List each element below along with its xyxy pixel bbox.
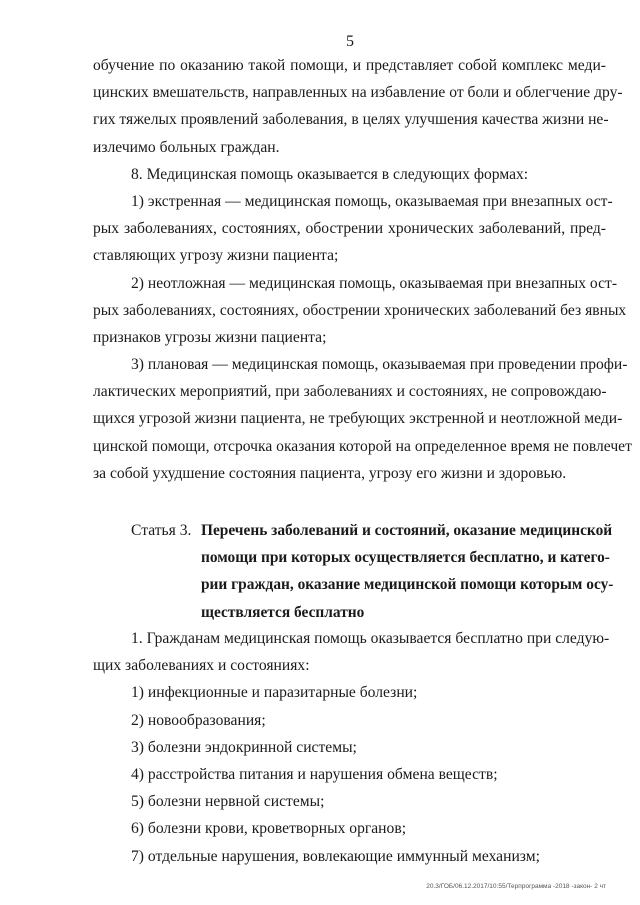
text-line: лактических мероприятий, при заболеваниях и состояниях, не сопровождаю- bbox=[93, 383, 607, 401]
list-item: 5) болезни нервной системы; bbox=[131, 793, 325, 811]
paragraph-8-3 bbox=[93, 351, 632, 487]
paragraph-8-2 bbox=[93, 270, 627, 352]
text-line: обучение по оказанию такой помощи, и представляет собой комплекс меди- bbox=[93, 57, 606, 74]
document-body bbox=[93, 52, 632, 870]
paragraph-8 bbox=[93, 161, 606, 188]
article-label: Статья 3. bbox=[131, 522, 192, 539]
footer-reference: 20.3/ГОБ/06.12.2017/10:55/Терпрограмма -2018 -закон- 2 чт bbox=[426, 883, 606, 890]
title-line: помощи при которых осуществляется бесплатно, и катего- bbox=[201, 549, 610, 567]
list-item: 6) болезни крови, кроветворных органов; bbox=[131, 820, 407, 838]
text-line: рых заболеваниях, состояниях, обострении хронических заболеваний без явных bbox=[93, 301, 627, 319]
paragraph-intro bbox=[93, 52, 623, 161]
article-3-paragraph-1 bbox=[93, 625, 610, 679]
text-line: признаков угрозы жизни пациента; bbox=[93, 328, 327, 346]
text-line: цинских вмешательств, направленных на избавление от боли и облегчение дру- bbox=[93, 84, 623, 102]
list-item: 3) болезни эндокринной системы; bbox=[131, 738, 357, 756]
text-line: излечимо больных граждан. bbox=[93, 138, 280, 156]
title-line: рии граждан, оказание медицинской помощи которым осу- bbox=[201, 576, 614, 594]
article-title bbox=[201, 517, 614, 626]
title-line: ществляется бесплатно bbox=[201, 603, 365, 621]
text-line: гих тяжелых проявлений заболевания, в целях улучшения качества жизни не- bbox=[93, 111, 609, 129]
text-line: 2) неотложная — медицинская помощь, оказываемая при внезапных ост- bbox=[131, 274, 618, 292]
disease-list bbox=[93, 679, 606, 869]
text-line: 1) экстренная — медицинская помощь, оказываемая при внезапных ост- bbox=[131, 192, 613, 210]
list-item: 4) расстройства питания и нарушения обмена веществ; bbox=[131, 765, 498, 783]
paragraph-8-1 bbox=[93, 188, 613, 270]
list-item: 2) новообразования; bbox=[131, 711, 266, 729]
text-line: за собой ухудшение состояния пациента, угрозу его жизни и здоровью. bbox=[93, 464, 567, 482]
text-line: щихся угрозой жизни пациента, не требующих экстренной и неотложной меди- bbox=[93, 410, 623, 428]
text-line: 3) плановая — медицинская помощь, оказываемая при проведении профи- bbox=[131, 356, 628, 374]
list-item: 7) отдельные нарушения, вовлекающие иммунный механизм; bbox=[131, 847, 540, 865]
text-line: 8. Медицинская помощь оказывается в следующих формах: bbox=[131, 165, 529, 183]
title-line: Перечень заболеваний и состояний, оказание медицинской bbox=[201, 522, 613, 539]
text-line: щих заболеваниях и состояниях: bbox=[93, 657, 310, 675]
text-line: ставляющих угрозу жизни пациента; bbox=[93, 247, 339, 265]
text-line: цинской помощи, отсрочка оказания которой на определенное время не повлечет bbox=[93, 437, 632, 455]
text-line: 1. Гражданам медицинская помощь оказывается бесплатно при следую- bbox=[131, 630, 610, 647]
article-heading bbox=[93, 517, 614, 625]
spacer bbox=[93, 487, 606, 517]
text-line: рых заболеваниях, состояниях, обострении хронических заболеваний, пред- bbox=[93, 220, 606, 238]
list-item: 1) инфекционные и паразитарные болезни; bbox=[131, 684, 418, 702]
page-number: 5 bbox=[346, 33, 354, 50]
